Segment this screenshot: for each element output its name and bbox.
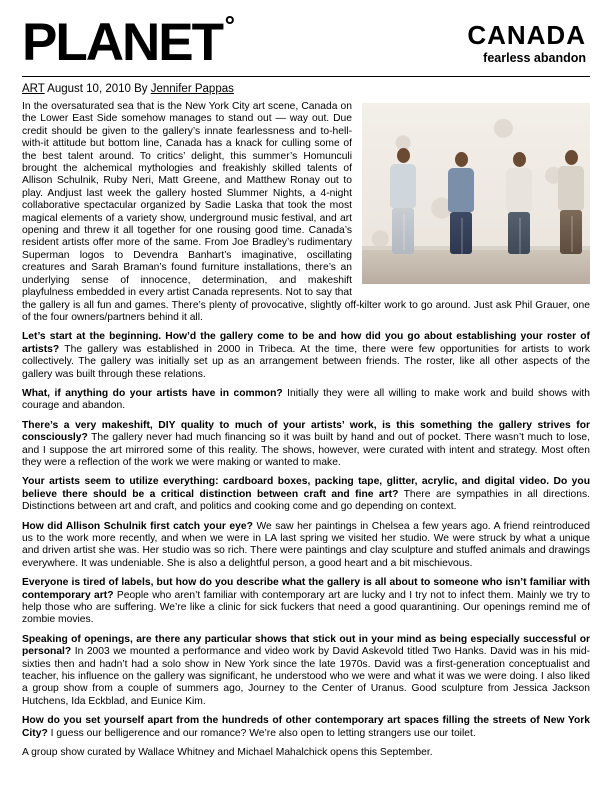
qa-answer: In 2003 we mounted a performance and video work by David Askevold titled Two Hanks. David was in his mid-sixties then and hadn’t had a solo show in New York since the late 1970s. David was a first-generation conceptualist and teacher, his influence on the gallery was significant, he understood who we were and what it was we were doing. I also liked a group show from a couple of summers ago, Journey to the Center of Uranus. Good sculpture from Jessica Jackson Hutchens, Ida Eckblad, and Eunice Kim. [22,646,590,707]
qa-item [22,388,590,413]
photo-floor [362,250,590,284]
photo-figure [502,152,536,254]
qa-item [22,577,590,627]
qa-answer: Initially they were all willing to make work and build shows with courage and abandon. [22,387,590,412]
closing-paragraph: A group show curated by Wallace Whitney and Michael Mahalchick opens this September. [22,747,433,759]
qa-question: How did Allison Schulnik first catch your eye? [22,520,253,532]
qa-item [22,420,590,470]
qa-question: Your artists seem to utilize everything: cardboard boxes, packing tape, glitter, acrylic, and digital video. Do you believe there should be a critical distinction between craft and fine art? [22,476,590,500]
qa-item [22,715,590,740]
qa-question: There’s a very makeshift, DIY quality to much of your artists’ work, is this something the gallery strives for consciously? [22,419,590,444]
qa-question: Everyone is tired of labels, but how do you describe what the gallery is all about to someone who isn’t familiar with contemporary art? [22,577,590,601]
category-link[interactable]: ART [22,83,45,95]
qa-answer: There are sympathies in all directions. Distinctions between art and craft, and politics and cooking come and go depending on context. [22,488,590,513]
qa-item [22,476,590,513]
qa-question: Speaking of openings, are there any particular shows that stick out in your mind as being especially successful or personal? [22,633,590,658]
qa-answer: The gallery never had much financing so it was built by hand and out of pocket. There wasn’t much to lose, and I suppose the art mirrored some of this reality. The shows, however, were curated with intent and strategy. Most often they were a reflection of the work we were making or wanted to make. [22,432,590,468]
brand-title: CANADA [467,20,586,50]
qa-answer: People who aren’t familiar with contemporary art are lucky and I try not to infect them. Mainly we try to help those who are suffering. We’re like a clinic for sick fuckers that need a good quarantining. Our openings remind me of zombie movies. [22,589,590,626]
qa-answer: The gallery was established in 2000 in Tribeca. At the time, there were few opportunities for artists to work collectively. The gallery was initially set up as an arrangement between friends. The roster, like all other aspects of the gallery was built through these relations. [22,343,590,380]
qa-item [22,521,590,571]
byline [22,83,590,95]
photo-figure [444,152,478,254]
qa-item [22,634,590,708]
photo-figure [386,148,420,254]
brand-block [467,16,590,65]
qa-item [22,331,590,381]
qa-question: What, if anything do your artists have in common? [22,387,283,399]
photo-figure [554,150,588,254]
qa-answer: We saw her paintings in Chelsea a few years ago. A friend reintroduced us to the work more recently, and when we were in LA last spring we visited her studio. We were struck by what a unique and driven artist she was. Her studio was so rich. There were paintings and clay sculpture and stuffed animals and drawings everywhere. It was undeniable. She is also a delightful person, a good heart and a bit mischievous. [22,520,590,569]
intro-paragraph: In the oversaturated sea that is the New York City art scene, Canada on the Lower East Side somehow manages to stand out — way out. Due credit should be given to the gallery’s innate fearlessness and to-hell-with-it attitude but bottom line, Canada has a knack for culling some of the best talent around. To critics’ delight, this summer’s Homunculi brought the alchemical mythologies and freakishly skilled talents of Allison Schulnik, Ruby Neri, Matt Greene, and Matthew Ronay out to play. Andjust last week the gallery hosted Slummer Nights, a 4-night collaborative spectacular organized by Sadie Laska that took the most magical elements of a variety show, underground music festival, and art opening and threw it all together for one rousing good time. Canada’s resident artists offer more of the same. From Joe Bradley’s rudimentary Superman logos to Devendra Banhart’s imaginative, oscillating creatures and Sarah Braman’s found furniture installations, there’s an underlying sense of innocence, determination, and makeshift playfulness embedded in every artist Canada represents. Not to say that the gallery is all fun and games. There’s plenty of provocative, slightly off-kilter work to go around. Just ask Phil Grauer, one of the four owners/partners behind it all. [22,101,590,323]
planet-logo[interactable] [22,10,235,72]
byline-by-label: By [134,83,148,95]
qa-question: How do you set yourself apart from the hundreds of other contemporary art spaces filling the streets of New York City? [22,715,590,739]
masthead [22,10,590,74]
logo-text: PLANET [22,13,222,72]
byline-date: August 10, 2010 [47,83,131,95]
qa-question: Let’s start at the beginning. How’d the gallery come to be and how did you go about establishing your roster of artists? [22,331,590,355]
article-body [22,101,590,760]
brand-subtitle: fearless abandon [483,51,586,65]
logo-degree-icon: ° [224,10,235,40]
masthead-divider [22,76,590,77]
qa-answer: I guess our belligerence and our romance? We’re also open to letting strangers use our toilet. [47,727,476,739]
article-photo [362,103,590,284]
author-link[interactable]: Jennifer Pappas [150,83,234,95]
